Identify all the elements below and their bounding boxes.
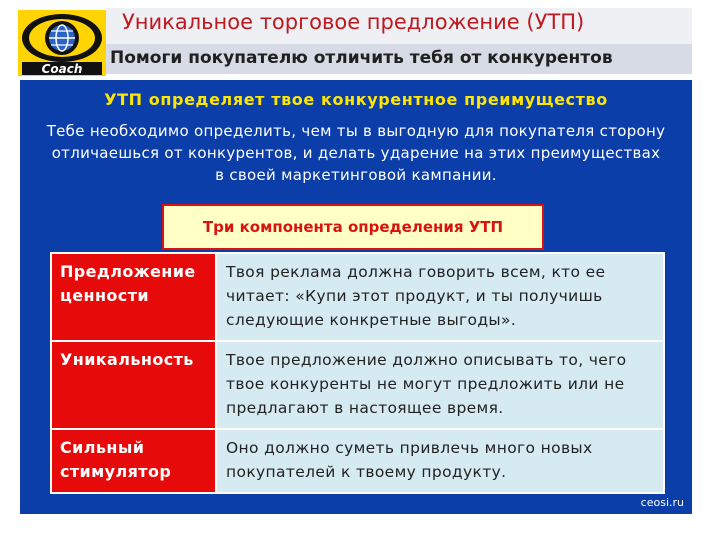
components-title-box <box>162 204 544 250</box>
table-row-uniqueness <box>50 340 665 428</box>
components-table <box>50 252 665 494</box>
row-description: Твое предложение должно описывать то, чего твое конкуренты не могут предложить или не предлагают в настоящее время. <box>217 342 663 428</box>
row-description: Оно должно суметь привлечь много новых покупателей к твоему продукту. <box>217 430 663 492</box>
row-label: Уникальность <box>52 342 215 428</box>
logo-text: Coach <box>41 62 83 76</box>
page-subtitle: Помоги покупателю отличить тебя от конкурентов <box>110 48 613 68</box>
row-description: Твоя реклама должна говорить всем, кто ее читает: «Купи этот продукт, и ты получишь следующие конкретные выгоды». <box>217 254 663 340</box>
row-label: Сильный стимулятор <box>52 430 215 492</box>
source-watermark: ceosi.ru <box>640 496 684 509</box>
table-row-value <box>50 252 665 340</box>
page-title: Уникальное торговое предложение (УТП) <box>122 10 585 34</box>
panel-heading: УТП определяет твое конкурентное преимущество <box>104 90 608 109</box>
panel-intro-text: Тебе необходимо определить, чем ты в выгодную для покупателя сторону отличаешься от конкурентов, и делать ударение на этих преимуществах в своей маркетинговой кампании. <box>46 122 666 184</box>
coach-logo <box>18 10 106 76</box>
row-label: Предложение ценности <box>52 254 215 340</box>
table-row-stimulus <box>50 428 665 494</box>
components-title: Три компонента определения УТП <box>202 218 504 236</box>
